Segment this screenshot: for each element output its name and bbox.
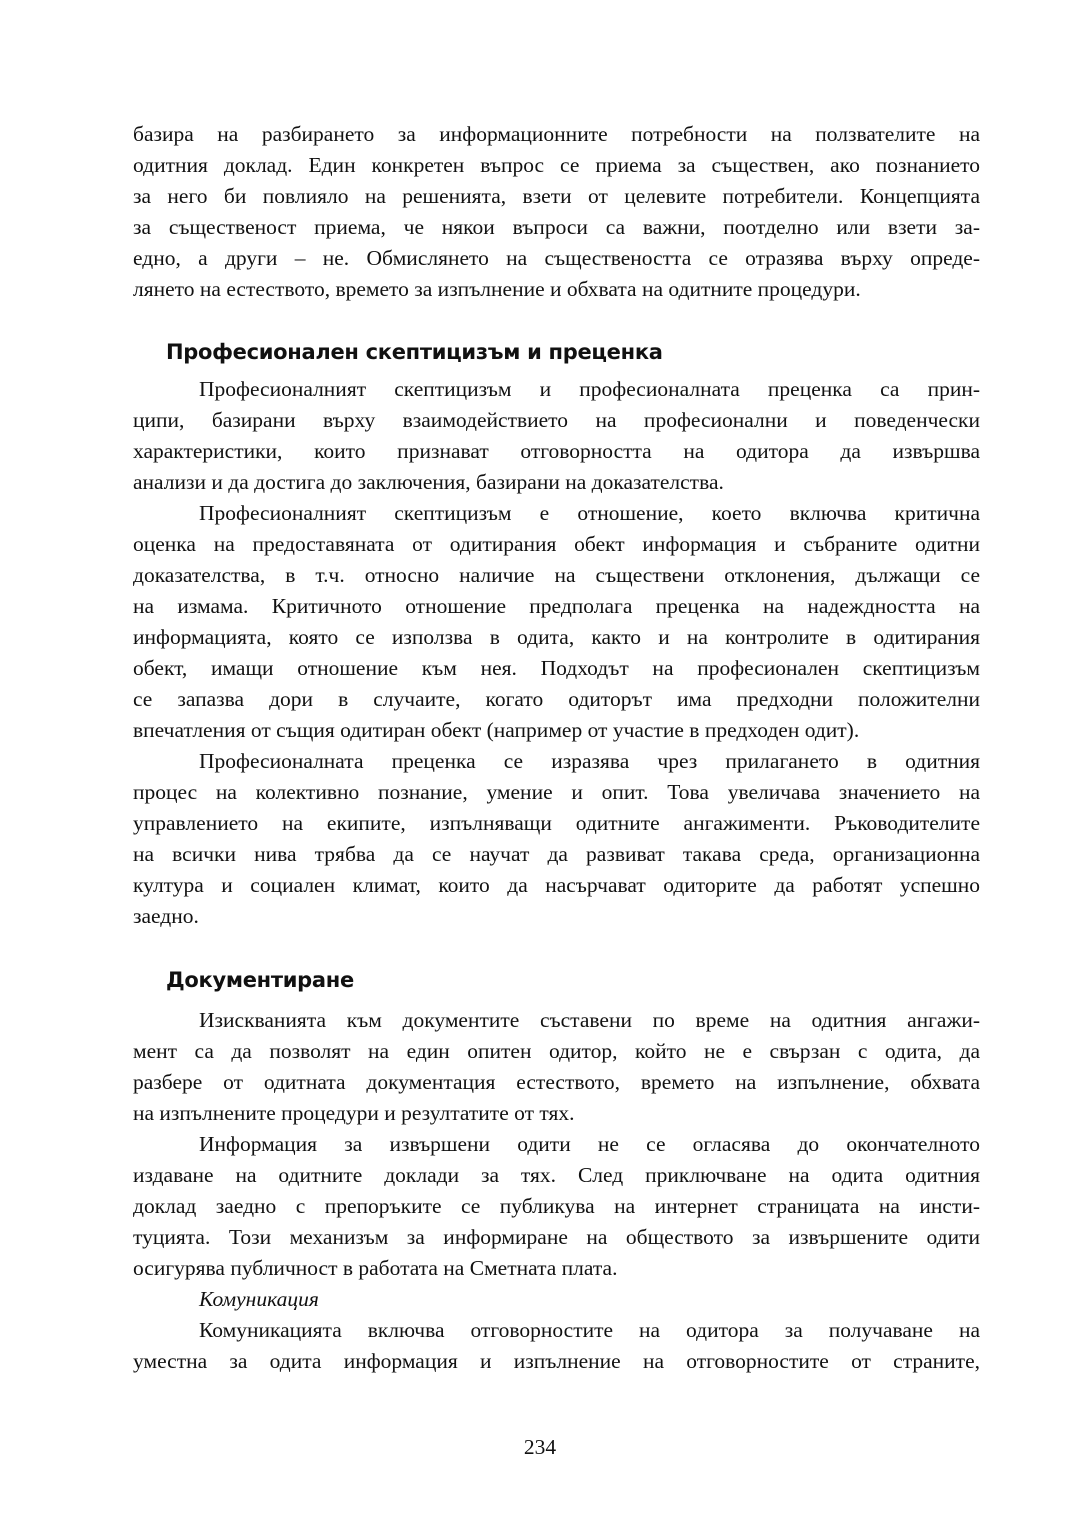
text-line: за него би повлияло на решенията, взети от целевите потребители. Концепцията [133, 184, 980, 208]
text-line: Професионалната преценка се изразява чрез прилагането в одитния [199, 749, 980, 773]
text-line: ципи, базирани върху взаимодействието на професионални и поведенчески [133, 408, 980, 432]
text-line: разбере от одитната документация естеството, времето на изпълнение, обхвата [133, 1070, 980, 1094]
text-line: Комуникацията включва отговорностите на одитора за получаване на [199, 1318, 980, 1342]
text-line: доказателства, в т.ч. относно наличие на съществени отклонения, дължащи се [133, 563, 980, 587]
subheading-communication: Комуникация [199, 1287, 319, 1311]
text-line: уместна за одита информация и изпълнение на отговорностите от страните, [133, 1349, 980, 1373]
text-line: характеристики, които признават отговорността на одитора да извършва [133, 439, 980, 463]
text-line: Професионалният скептицизъм е отношение, което включва критична [199, 501, 980, 525]
text-line: осигурява публичност в работата на Сметната плата. [133, 1256, 618, 1280]
text-line: на измама. Критичното отношение предполага преценка на надеждността на [133, 594, 980, 618]
text-line: заедно. [133, 904, 199, 928]
section-heading-skepticism: Професионален скептицизъм и преценка [166, 340, 663, 364]
text-line: на изпълнените процедури и резултатите от тях. [133, 1101, 575, 1125]
text-line: процес на колективно познание, умение и опит. Това увеличава значението на [133, 780, 980, 804]
text-line: лянето на естеството, времето за изпълнение и обхвата на одитните процедури. [133, 277, 861, 301]
text-line: култура и социален климат, които да насърчават одиторите да работят успешно [133, 873, 980, 897]
text-line: одитния доклад. Един конкретен въпрос се приема за съществен, ако познанието [133, 153, 980, 177]
text-line: Информация за извършени одити не се огласява до окончателното [199, 1132, 980, 1156]
text-line: за същественост приема, че някои въпроси са важни, поотделно или взети за- [133, 215, 980, 239]
documentation-section [133, 1005, 980, 1284]
text-line: доклад заедно с препоръките се публикува на интернет страницата на инсти- [133, 1194, 980, 1218]
page-number: 234 [523, 1435, 557, 1459]
section-heading-documentation: Документиране [166, 968, 354, 992]
text-line: оценка на предоставяната от одитирания обект информация и събраните одитни [133, 532, 980, 556]
text-line: обект, имащи отношение към нея. Подходът на професионален скептицизъм [133, 656, 980, 680]
intro-paragraph [133, 119, 980, 305]
text-line: туцията. Този механизъм за информиране на обществото за извършените одити [133, 1225, 980, 1249]
text-line: издаване на одитните доклади за тях. След приключване на одита одитния [133, 1163, 980, 1187]
text-line: мент са да позволят на един опитен одитор, който не е свързан с одита, да [133, 1039, 980, 1063]
text-line: базира на разбирането за информационните потребности на ползвателите на [133, 122, 980, 146]
skepticism-section [133, 374, 980, 932]
text-line: се запазва дори в случаите, когато одиторът има предходни положителни [133, 687, 980, 711]
text-line: Изискванията към документите съставени по време на одитния ангажи- [199, 1008, 980, 1032]
text-line: управлението на екипите, изпълняващи одитните ангажименти. Ръководителите [133, 811, 980, 835]
text-line: на всички нива трябва да се научат да развиват такава среда, организационна [133, 842, 980, 866]
communication-section [133, 1315, 980, 1377]
text-line: едно, а други – не. Обмислянето на съществеността се отразява върху опреде- [133, 246, 980, 270]
text-line: впечатления от същия одитиран обект (например от участие в предходен одит). [133, 718, 860, 742]
text-line: информацията, която се използва в одита, както и на контролите в одитирания [133, 625, 980, 649]
text-line: Професионалният скептицизъм и професионалната преценка са прин- [199, 377, 980, 401]
text-line: анализи и да достига до заключения, базирани на доказателства. [133, 470, 724, 494]
